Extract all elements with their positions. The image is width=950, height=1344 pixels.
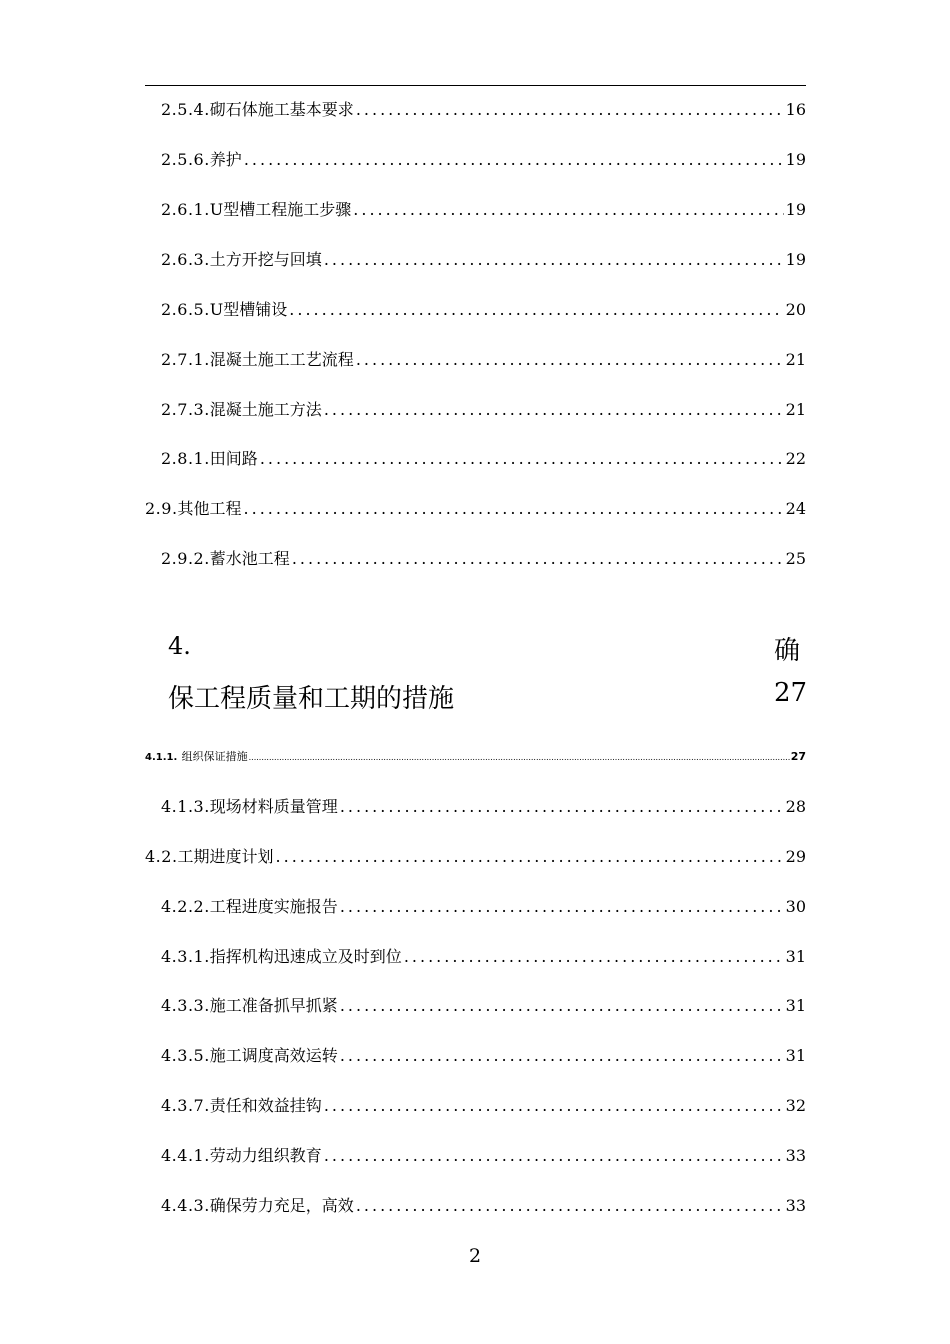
toc-entry[interactable] xyxy=(161,944,806,970)
toc-entry[interactable] xyxy=(161,1143,806,1169)
toc-entry-page: 19 xyxy=(785,250,806,269)
toc-entry-page: 31 xyxy=(785,1046,806,1065)
dot-leader xyxy=(324,247,784,273)
toc-entry-page: 19 xyxy=(785,200,806,219)
toc-entry[interactable] xyxy=(161,147,806,173)
toc-entry-title: 指挥机构迅速成立及时到位 xyxy=(209,947,402,966)
toc-entry[interactable] xyxy=(161,794,806,820)
toc-entry-page: 21 xyxy=(785,400,806,419)
toc-entry-page: 25 xyxy=(785,549,806,568)
header-rule xyxy=(145,85,806,86)
dot-leader xyxy=(324,1143,784,1169)
toc-entry-title: 施工准备抓早抓紧 xyxy=(209,996,338,1015)
toc-entry-page: 19 xyxy=(785,150,806,169)
dot-leader xyxy=(249,750,790,765)
dot-leader xyxy=(260,446,784,472)
toc-entry-number: 4.3.3. xyxy=(161,996,210,1015)
toc-entry-page: 20 xyxy=(785,300,806,319)
toc-entry-page: 22 xyxy=(785,449,806,468)
dot-leader xyxy=(356,1193,784,1219)
toc-entry[interactable] xyxy=(145,844,806,870)
dot-leader xyxy=(356,97,784,123)
chapter-number: 4. xyxy=(168,632,191,660)
toc-entry-number: 2.8.1. xyxy=(161,449,210,468)
toc-entry-title: 蓄水池工程 xyxy=(209,549,290,568)
dot-leader xyxy=(292,546,784,572)
toc-entry[interactable] xyxy=(161,446,806,472)
toc-entry-number: 4.2. xyxy=(145,847,178,866)
toc-entry-number: 4.4.3. xyxy=(161,1196,210,1215)
toc-entry[interactable] xyxy=(161,993,806,1019)
toc-entry[interactable] xyxy=(161,297,806,323)
toc-entry-number: 2.5.6. xyxy=(161,150,210,169)
toc-entry[interactable] xyxy=(145,496,806,522)
toc-entry-number: 2.6.1. xyxy=(161,200,210,219)
toc-entry-title: 其他工程 xyxy=(177,499,242,518)
toc-entry-page: 21 xyxy=(785,350,806,369)
toc-entry-page: 31 xyxy=(785,947,806,966)
dot-leader xyxy=(340,1043,784,1069)
toc-entry-title: 组织保证措施 xyxy=(181,750,248,763)
toc-entry[interactable] xyxy=(161,247,806,273)
chapter-page: 27 xyxy=(774,678,808,708)
toc-entry-number: 4.1.1. xyxy=(145,752,178,763)
toc-entry-number: 4.3.5. xyxy=(161,1046,210,1065)
toc-entry-page: 31 xyxy=(785,996,806,1015)
toc-entry-title: 劳动力组织教育 xyxy=(209,1146,322,1165)
toc-entry-title: 养护 xyxy=(209,150,242,169)
dot-leader xyxy=(404,944,784,970)
toc-entry-number: 4.4.1. xyxy=(161,1146,210,1165)
toc-entry-title: 混凝土施工方法 xyxy=(209,400,322,419)
chapter-title: 保工程质量和工期的措施 xyxy=(168,684,455,714)
toc-entry-page: 28 xyxy=(785,797,806,816)
toc-entry-title: 土方开挖与回填 xyxy=(209,250,322,269)
page-number: 2 xyxy=(468,1245,482,1267)
dot-leader xyxy=(340,794,784,820)
dot-leader xyxy=(276,844,784,870)
toc-entry-number: 4.2.2. xyxy=(161,897,210,916)
toc-entry-page: 29 xyxy=(785,847,806,866)
dot-leader xyxy=(324,1093,784,1119)
toc-entry-number: 2.9.2. xyxy=(161,549,210,568)
toc-entry-title: 砌石体施工基本要求 xyxy=(209,100,354,119)
toc-entry-number: 4.3.1. xyxy=(161,947,210,966)
toc-entry-number: 4.1.3. xyxy=(161,797,210,816)
toc-entry-page: 16 xyxy=(785,100,806,119)
toc-entry-small[interactable] xyxy=(145,749,806,765)
toc-entry-title: 确保劳力充足，高效 xyxy=(209,1196,354,1215)
toc-entry[interactable] xyxy=(161,546,806,572)
toc-entry-title: 工程进度实施报告 xyxy=(209,897,338,916)
chapter-title-first-char: 确 xyxy=(774,636,801,666)
toc-entry-title: U型槽铺设 xyxy=(209,300,288,319)
toc-entry-number: 2.6.5. xyxy=(161,300,210,319)
toc-entry-title: 施工调度高效运转 xyxy=(209,1046,338,1065)
toc-entry-page: 27 xyxy=(790,750,806,763)
toc-entry-number: 2.7.1. xyxy=(161,350,210,369)
toc-entry-number: 2.9. xyxy=(145,499,178,518)
toc-entry-page: 33 xyxy=(785,1146,806,1165)
toc-entry[interactable] xyxy=(161,1093,806,1119)
toc-entry-title: 现场材料质量管理 xyxy=(209,797,338,816)
dot-leader xyxy=(356,347,784,373)
toc-entry-title: 混凝土施工工艺流程 xyxy=(209,350,354,369)
toc-entry-number: 2.7.3. xyxy=(161,400,210,419)
toc-entry-page: 32 xyxy=(785,1096,806,1115)
toc-entry-page: 24 xyxy=(785,499,806,518)
toc-entry-title: U型槽工程施工步骤 xyxy=(209,200,352,219)
toc-entry-number: 4.3.7. xyxy=(161,1096,210,1115)
dot-leader xyxy=(340,993,784,1019)
toc-entry-title: 工期进度计划 xyxy=(177,847,274,866)
dot-leader xyxy=(289,297,783,323)
toc-entry[interactable] xyxy=(161,894,806,920)
dot-leader xyxy=(324,397,784,423)
dot-leader xyxy=(244,496,784,522)
toc-entry-number: 2.5.4. xyxy=(161,100,210,119)
toc-entry[interactable] xyxy=(161,1043,806,1069)
toc-entry[interactable] xyxy=(161,1193,806,1219)
toc-entry-page: 30 xyxy=(785,897,806,916)
dot-leader xyxy=(244,147,784,173)
toc-entry[interactable] xyxy=(161,197,806,223)
toc-entry[interactable] xyxy=(161,97,806,123)
toc-entry-title: 责任和效益挂钩 xyxy=(209,1096,322,1115)
toc-entry-page: 33 xyxy=(785,1196,806,1215)
toc-entry[interactable] xyxy=(161,397,806,423)
dot-leader xyxy=(353,197,783,223)
toc-entry-number: 2.6.3. xyxy=(161,250,210,269)
dot-leader xyxy=(340,894,784,920)
toc-entry[interactable] xyxy=(161,347,806,373)
toc-entry-title: 田间路 xyxy=(209,449,258,468)
